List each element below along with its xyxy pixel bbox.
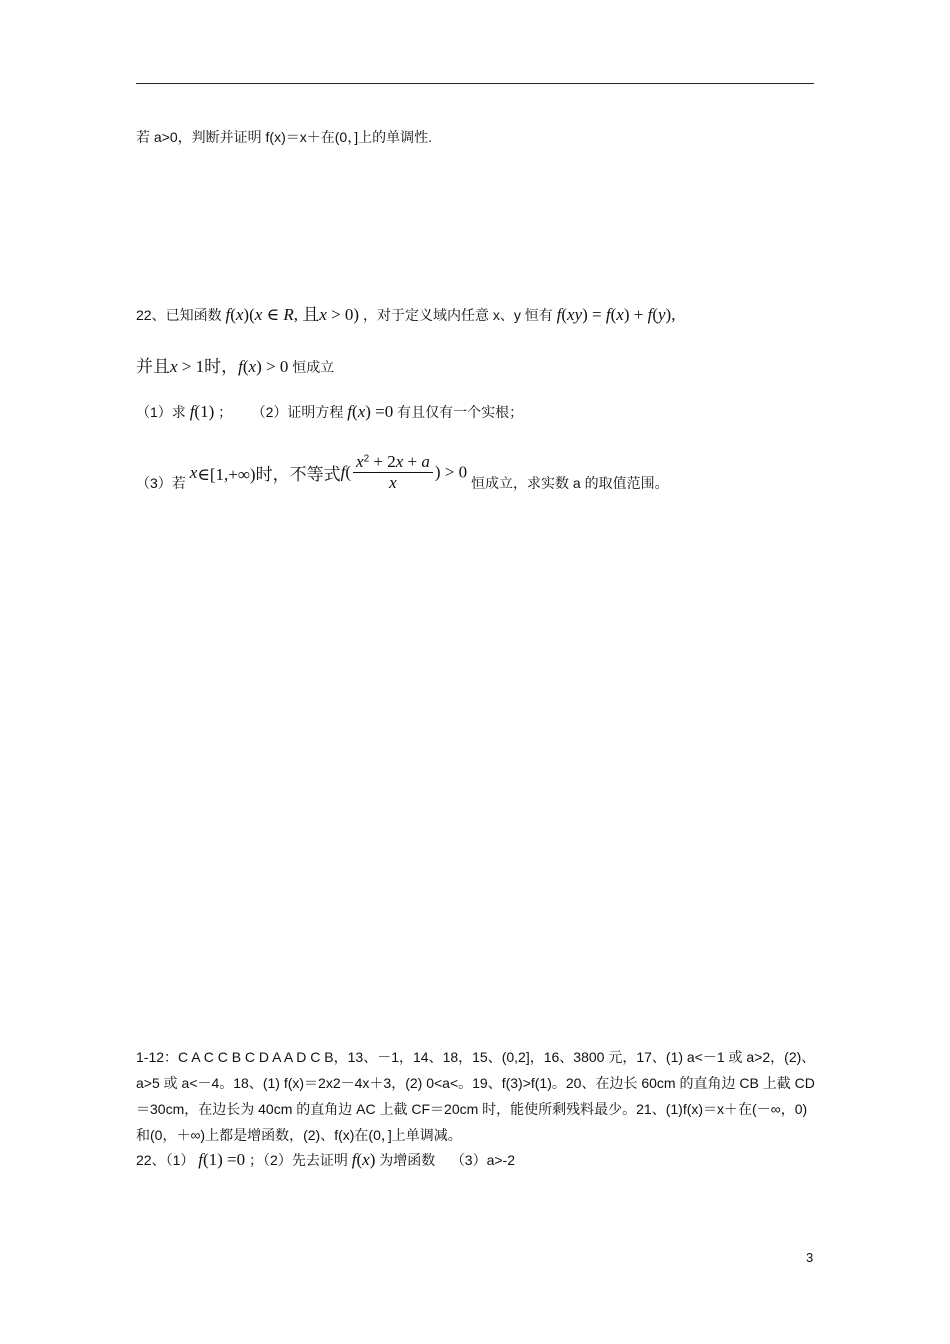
answer-q22-mid: ；（2）先去证明 bbox=[249, 1152, 348, 1168]
q22-condition-formula: 并且 bbox=[136, 357, 170, 376]
answer-q22-formula-1: f bbox=[198, 1150, 203, 1169]
q22-part2-label: （2）证明方程 bbox=[251, 404, 344, 420]
q22-cond-suffix: 恒成立 bbox=[292, 359, 335, 375]
header-rule bbox=[136, 83, 814, 84]
q22-part1-label: （1）求 bbox=[136, 404, 186, 420]
q22-intro-mid: ，对于定义域内任意 x、y 恒有 bbox=[362, 307, 553, 323]
q22-line-2: 并且x > 1时，f(x) > 0 恒成立 bbox=[136, 357, 335, 376]
q22-part3-formula: x bbox=[189, 462, 198, 482]
q22-part1-sep: ； bbox=[218, 404, 233, 420]
q22-intro-prefix: 22、已知函数 bbox=[136, 307, 222, 323]
q21-text: 若 a>0，判断并证明 f(x)＝x＋在(0，]上的单调性. bbox=[136, 129, 432, 145]
answer-q22-prefix: 22、（1） bbox=[136, 1152, 195, 1168]
answer-key-paragraph: 1-12：C A C C B C D A A D C B，13、－1，14、18，15、(0,2]，16、3800 元，17、(1) a<－1 或 a>2，(2)、a>5 或 a<－4。18、(1) f(x)＝2x2－4x＋3，(2) 0<a<。19、f(3)>f(1)。20、在边长 60cm 的直角边 CB 上截 CD＝30cm，在边长为 40cm 的直角边 AC 上截 CF＝20cm 时，能使所剩残料最少。21、(1)f(x)＝x＋在(－∞，0)和(0，＋∞)上都是增函数，(2)、f(x)在(0，]上单调减。 bbox=[136, 1049, 816, 1143]
q22-part1-formula: f bbox=[189, 402, 195, 421]
q22-function-domain-formula: f bbox=[225, 305, 231, 324]
q22-part3-label: （3）若 bbox=[136, 475, 186, 491]
answer-q22-part3: （3）a>-2 bbox=[450, 1152, 516, 1168]
q22-part3-suffix: 恒成立，求实数 a 的取值范围。 bbox=[471, 475, 669, 491]
q22-functional-equation: f bbox=[556, 305, 562, 324]
q22-part3: （3）若 x∈[1,+∞)时，不等式f( $\frac{x^2 + 2x + a}{x}$ ) > 0 恒成立，求实数 a 的取值范围。 bbox=[136, 452, 669, 492]
answer-q22-formula-2: f bbox=[351, 1150, 357, 1169]
q22-part2-suffix: 有且仅有一个实根； bbox=[397, 404, 524, 420]
q22-part3-fraction: $\frac{x^2 + 2x + a}{x}$ bbox=[353, 452, 433, 493]
page-number: 3 bbox=[806, 1250, 814, 1265]
q22-parts-1-2: （1）求 f(1) ； （2）证明方程 f(x) =0 有且仅有一个实根； bbox=[136, 402, 524, 421]
answer-q22-mid2: 为增函数 bbox=[379, 1152, 436, 1168]
q22-line-1: 22、已知函数 f(x)(x ∈ R, 且x > 0) ，对于定义域内任意 x、y 恒有 f(xy) = f(x) + f(y), bbox=[136, 305, 676, 324]
q22-part2-formula: f bbox=[347, 402, 353, 421]
answer-q22: 22、（1） f(1) =0 ；（2）先去证明 f(x) 为增函数 （3）a>-2 bbox=[136, 1150, 516, 1169]
